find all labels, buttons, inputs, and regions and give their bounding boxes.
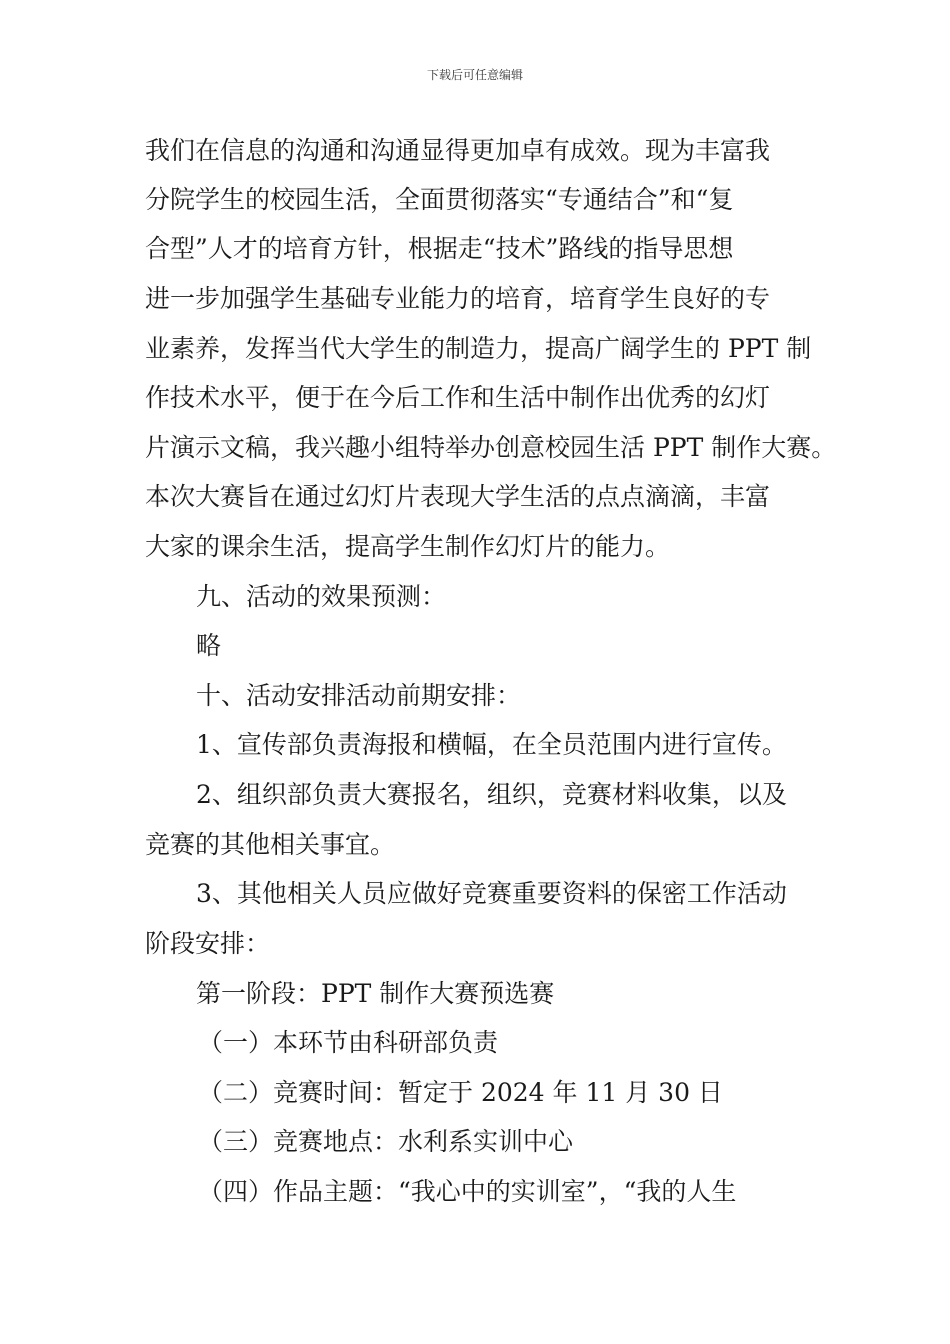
list-item: 1、宣传部负责海报和横幅，在全员范围内进行宣传。 <box>196 730 787 759</box>
paragraph-line: 略 <box>196 631 222 660</box>
page-header-note: 下载后可任意编辑 <box>426 68 523 82</box>
paragraph-line: 进一步加强学生基础专业能力的培育，培育学生良好的专 <box>145 284 771 313</box>
section-heading: 十、活动安排活动前期安排： <box>196 681 522 710</box>
paragraph-line: 业素养，发挥当代大学生的制造力，提高广阔学生的 PPT 制 <box>145 334 812 363</box>
section-heading: 第一阶段：PPT 制作大赛预选赛 <box>196 979 555 1008</box>
paragraph-line: 合型”人才的培育方针，根据走“技术”路线的指导思想 <box>145 234 734 263</box>
paragraph-line: 大家的课余生活，提高学生制作幻灯片的能力。 <box>145 532 671 561</box>
paragraph-line: 竞赛的其他相关事宜。 <box>145 830 396 859</box>
paragraph-line: 分院学生的校园生活，全面贯彻落实“专通结合”和“复 <box>145 185 734 214</box>
paragraph-line: 阶段安排： <box>145 929 271 958</box>
paragraph-line: 本次大赛旨在通过幻灯片表现大学生活的点点滴滴，丰富 <box>145 482 771 511</box>
list-item: （二）竞赛时间：暂定于 2024 年 11 月 30 日 <box>198 1078 723 1107</box>
paragraph-line: 我们在信息的沟通和沟通显得更加卓有成效。现为丰富我 <box>145 136 771 165</box>
list-item: 2、组织部负责大赛报名，组织，竞赛材料收集，以及 <box>196 780 787 809</box>
paragraph-line: 片演示文稿，我兴趣小组特举办创意校园生活 PPT 制作大赛。 <box>145 433 837 462</box>
list-item: （四）作品主题：“我心中的实训室”，“我的人生 <box>198 1177 737 1206</box>
paragraph-line: 作技术水平，便于在今后工作和生活中制作出优秀的幻灯 <box>145 383 771 412</box>
list-item: （三）竞赛地点：水利系实训中心 <box>198 1127 574 1156</box>
section-heading: 九、活动的效果预测： <box>196 582 447 611</box>
list-item: （一）本环节由科研部负责 <box>198 1028 499 1057</box>
list-item: 3、其他相关人员应做好竞赛重要资料的保密工作活动 <box>196 879 787 908</box>
